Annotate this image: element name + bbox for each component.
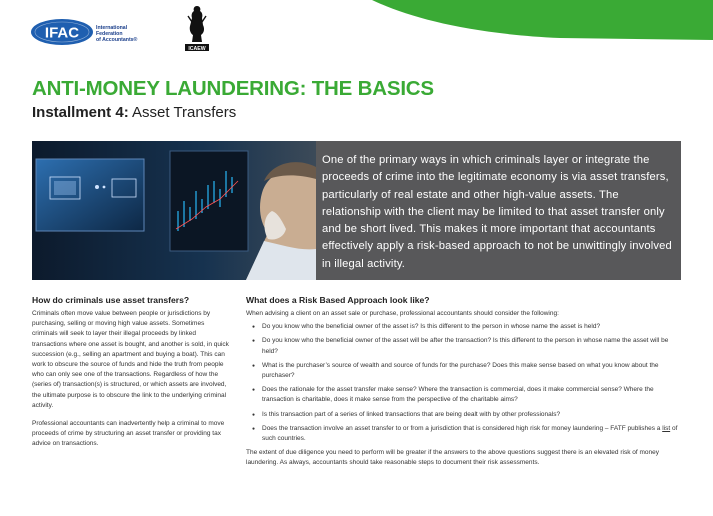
right-column-heading: What does a Risk Based Approach look like? [246, 295, 430, 305]
risk-question-item: ● Does the rationale for the asset transfer make sense? Where the transaction is commercial, does it make commercial sense? Where the transaction is charitable, does it make sense from the perspective of the charitable aims? [246, 385, 686, 405]
risk-question-item: ● Do you know who the beneficial owner of the asset will be after the transaction? Is this different to the person in whose name the asset will be held? [246, 336, 686, 356]
ifac-name-line3: of Accountants® [96, 37, 138, 43]
risk-question-item-fatf [246, 424, 686, 444]
left-column-heading: How do criminals use asset transfers? [32, 295, 190, 305]
left-column-paragraph-1: Criminals often move value between people or jurisdictions by purchasing, selling or moving high value assets. Sometimes criminals will seek to layer their illegal proceeds by linked transactions where one asset is bought, and another is sold, in quick succession (e.g., selling an apartment and buying a boat). This can work to obscure the source of funds and hide the truth from people who can only see one of the transactions. Regardless of how the (series of) transaction(s) is structured, or which assets are involved, the ultimate purpose is to obscure the link to the underlying criminal activity. [32, 310, 229, 409]
intro-photo [32, 141, 316, 280]
installment-label: Installment 4: [32, 104, 129, 121]
ifac-name [96, 25, 137, 43]
ifac-name-line1: International [96, 25, 128, 31]
installment-topic: Asset Transfers [128, 104, 237, 121]
left-column-paragraph-2: Professional accountants can inadvertently help a criminal to move proceeds of crime by structuring an asset transfer or providing tax advice on transactions. [32, 420, 225, 448]
risk-question-item: ● Is this transaction part of a series of linked transactions that are being dealt with by other professionals? [246, 410, 686, 420]
fatf-bullet-text-after: of such countries. [262, 424, 678, 443]
ifac-name-line2: Federation [96, 31, 123, 37]
risk-question-item: ● What is the purchaser’s source of wealth and source of funds for the purchase? Does this make sense based on what you know about the purchaser? [246, 361, 686, 381]
risk-question-item: ● Do you know who the beneficial owner of the asset is? Is this different to the person in whose name the asset is held? [246, 322, 686, 332]
icaew-logo [182, 4, 212, 52]
page-title: ANTI-MONEY LAUNDERING: THE BASICS [32, 77, 434, 100]
icaew-logo-text: ICAEW [188, 45, 206, 52]
page-subtitle [32, 104, 236, 121]
risk-question-list [246, 322, 686, 444]
right-column-closing: The extent of due diligence you need to perform will be greater if the answers to the above questions suggest there is an elevated risk of money laundering. As always, accountants should take reasonable steps to document their risk assessments. [246, 449, 659, 467]
intro-text: One of the primary ways in which criminals layer or integrate the proceeds of crime into the legitimate economy is via asset transfers, particularly of real estate and other high-value assets. The relationship with the client may be limited to that asset transfer only and be short lived. This makes it more important that accountants effectively apply a risk-based approach to not be unwittingly involved in illegal activity. [322, 154, 672, 270]
fatf-bullet-text-before: Does the transaction involve an asset transfer to or from a jurisdiction that is considered high risk for money laundering – FATF publishes a [262, 424, 663, 432]
ifac-logo-text: IFAC [44, 24, 80, 42]
right-column [246, 295, 686, 472]
ifac-logo [30, 18, 94, 46]
fatf-list-link[interactable]: list [662, 424, 671, 432]
right-column-lead: When advising a client on an asset sale or purchase, professional accountants should consider the following: [246, 310, 559, 317]
intro-box [316, 141, 681, 280]
left-column [32, 295, 230, 450]
